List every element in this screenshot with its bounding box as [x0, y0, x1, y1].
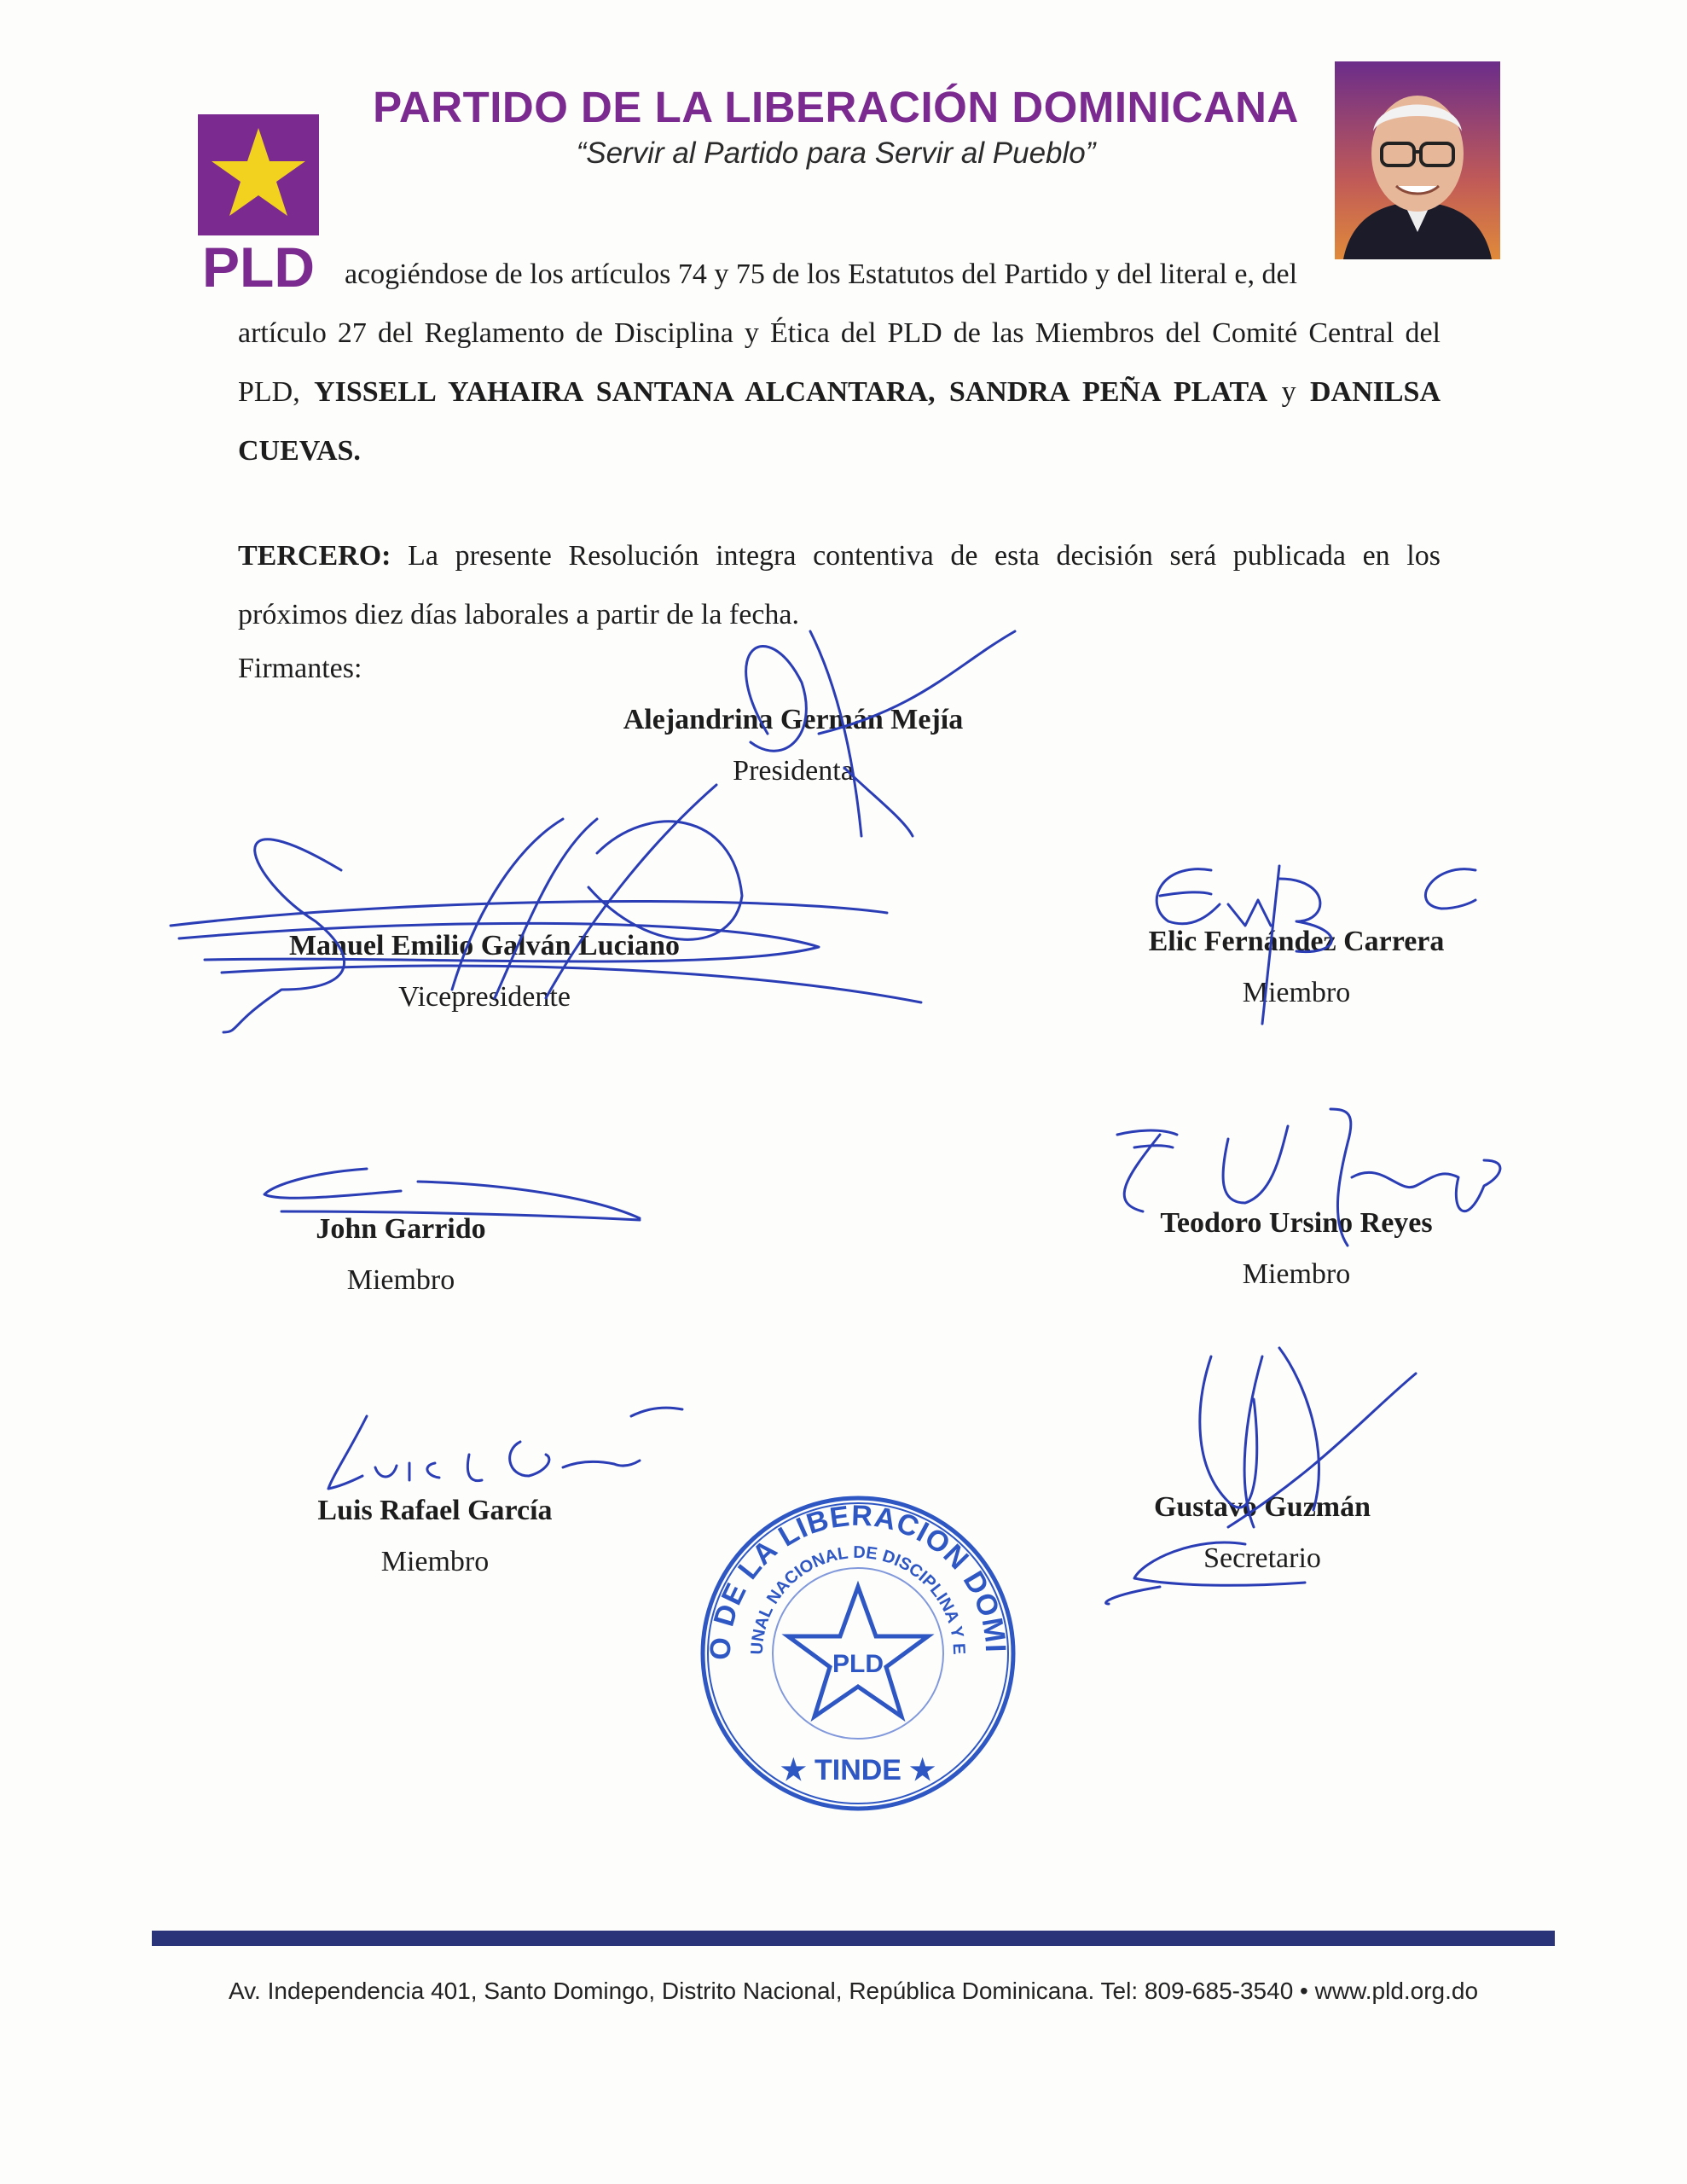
logo-text: PLD [202, 235, 315, 293]
paragraph-text: artículo 27 del Reglamento de Disciplina y Ética del PLD de las Miembros del Comité Central del PLD, [238, 317, 1441, 408]
tribunal-seal [696, 1491, 1020, 1815]
member-names-1: YISSELL YAHAIRA SANTANA ALCANTARA, SANDRA PEÑA PLATA [314, 376, 1268, 408]
signer-role: Secretario [1203, 1542, 1321, 1574]
signer-name: Luis Rafael García [317, 1495, 553, 1526]
conjunction: y [1267, 376, 1310, 408]
seal-center: PLD [832, 1650, 884, 1678]
signer-presidenta [546, 704, 1041, 787]
signer-role: Miembro [380, 1546, 490, 1577]
signer-role: Miembro [1242, 977, 1351, 1008]
member-names-2: DANILSA CUEVAS. [238, 376, 1441, 467]
firmantes-label: Firmantes: [238, 653, 362, 684]
signer-role: Miembro [346, 1264, 455, 1296]
seal-outer-text: O DE LA LIBERACION DOMI [704, 1499, 1012, 1661]
tercero-label: TERCERO: [238, 540, 391, 572]
paragraph-line-1: acogiéndose de los artículos 74 y 75 de los Estatutos del Partido y del literal e, del [345, 258, 1298, 290]
party-name: PARTIDO DE LA LIBERACIÓN DOMINICANA [373, 83, 1299, 131]
signature-john [264, 1169, 640, 1220]
party-motto: “Servir al Partido para Servir al Pueblo” [576, 136, 1096, 170]
paragraph-tercero [238, 526, 1441, 644]
signer-name: Manuel Emilio Galván Luciano [288, 930, 681, 961]
signer-role: Presidenta [733, 755, 854, 787]
footer-divider [152, 1931, 1555, 1946]
signer-miembro-luis [273, 1495, 597, 1578]
signer-role: Miembro [1242, 1258, 1351, 1290]
signer-miembro-elic [1083, 926, 1510, 1009]
signer-secretario [1100, 1491, 1424, 1575]
signer-name: Gustavo Guzmán [1153, 1491, 1371, 1523]
signature-luis [328, 1408, 682, 1489]
signer-name: John Garrido [316, 1213, 486, 1245]
seal-bottom: ★ TINDE ★ [780, 1754, 936, 1786]
signer-vicepresidente [220, 930, 749, 1014]
signer-role: Vicepresidente [398, 981, 571, 1013]
signer-name: Teodoro Ursino Reyes [1160, 1207, 1433, 1239]
signer-miembro-teodoro [1083, 1207, 1510, 1291]
paragraph-acogiendose [238, 245, 1441, 480]
signer-name: Elic Fernández Carrera [1148, 926, 1445, 957]
tercero-text: La presente Resolución integra contentiva de esta decisión será publicada en los próximos diez días laborales a partir de la fecha. [238, 540, 1441, 630]
seal-inner-text: UNAL NACIONAL DE DISCIPLINA Y E [747, 1542, 969, 1655]
footer-address: Av. Independencia 401, Santo Domingo, Distrito Nacional, República Dominicana. Tel: 809-685-3540 • www.pld.org.do [228, 1978, 1479, 2004]
signer-name: Alejandrina Germán Mejía [623, 704, 964, 735]
portrait-photo [1335, 61, 1500, 259]
signer-miembro-john [247, 1213, 554, 1297]
